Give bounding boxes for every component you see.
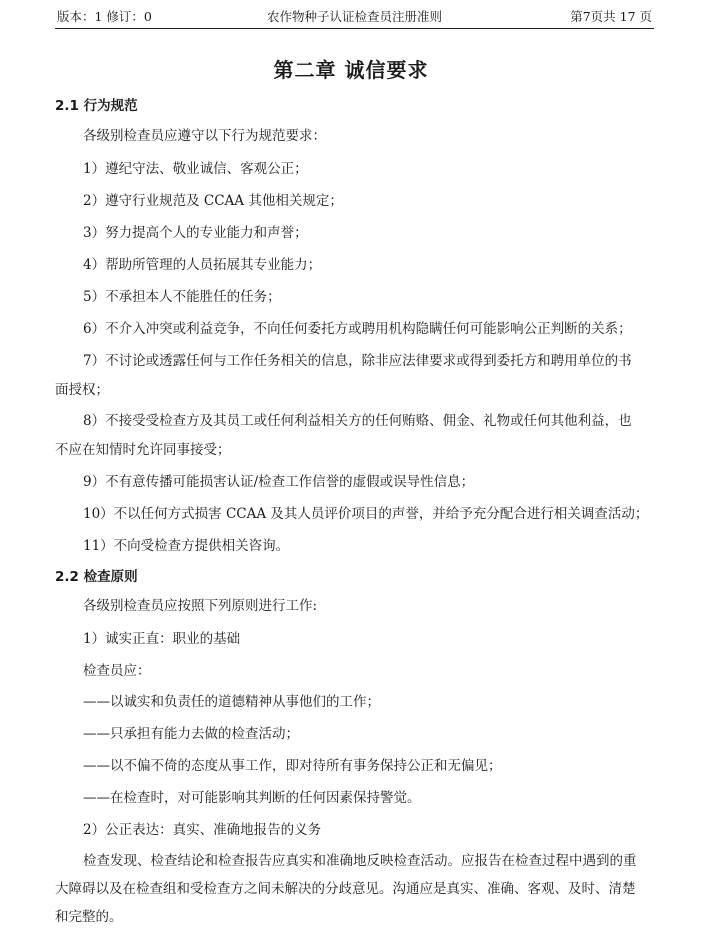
paragraph-line: 和完整的。 xyxy=(55,909,123,925)
list-item: 6）不介入冲突或利益竞争，不向任何委托方或聘用机构隐瞒任何可能影响公正判断的关系； xyxy=(83,321,632,337)
dash-item: ——只承担有能力去做的检查活动； xyxy=(83,726,299,742)
list-item: 2）遵守行业规范及 CCAA 其他相关规定； xyxy=(83,193,343,209)
section-heading-2-2: 2.2 检查原则 xyxy=(55,569,138,585)
chapter-title: 第二章 诚信要求 xyxy=(273,58,429,82)
page-header xyxy=(55,6,654,29)
header-title: 农作物种子认证检查员注册准则 xyxy=(266,9,442,24)
paragraph-line: 各级别检查员应遵守以下行为规范要求： xyxy=(83,128,326,144)
list-item-continuation: 面授权； xyxy=(55,382,109,398)
list-item: 11）不向受检查方提供相关咨询。 xyxy=(83,538,290,554)
list-item: 8）不接受受检查方及其员工或任何利益相关方的任何贿赂、佣金、礼物或任何其他利益，也 xyxy=(83,413,632,429)
dash-item: ——以诚实和负责任的道德精神从事他们的工作； xyxy=(83,694,380,710)
paragraph-line: 检查员应： xyxy=(83,663,151,679)
dash-item: ——以不偏不倚的态度从事工作，即对待所有事务保持公正和无偏见； xyxy=(83,758,502,774)
list-item: 5）不承担本人不能胜任的任务； xyxy=(83,289,281,305)
paragraph-line: 各级别检查员应按照下列原则进行工作: xyxy=(83,598,318,614)
list-item: 10）不以任何方式损害 CCAA 及其人员评价项目的声誉，并给予充分配合进行相关调查活动； xyxy=(83,506,649,522)
list-item: 1）遵纪守法、敬业诚信、客观公正； xyxy=(83,161,308,177)
list-item: 4）帮助所管理的人员拓展其专业能力； xyxy=(83,257,322,273)
list-item: 3）努力提高个人的专业能力和声誉； xyxy=(83,225,308,241)
list-item: 1）诚实正直：职业的基础 xyxy=(83,631,241,647)
list-item: 7）不讨论或透露任何与工作任务相关的信息，除非应法律要求或得到委托方和聘用单位的书 xyxy=(83,353,632,369)
header-page-number: 第7页共 17 页 xyxy=(570,9,652,24)
dash-item: ——在检查时，对可能影响其判断的任何因素保持警觉。 xyxy=(83,790,421,806)
section-heading-2-1: 2.1 行为规范 xyxy=(55,98,138,114)
list-item: 2）公正表达：真实、准确地报告的义务 xyxy=(83,822,322,838)
list-item: 9）不有意传播可能损害认证/检查工作信誉的虚假或误导性信息； xyxy=(83,474,475,490)
header-version: 版本：1 修订：0 xyxy=(57,9,152,24)
paragraph-line: 检查发现、检查结论和检查报告应真实和准确地反映检查活动。应报告在检查过程中遇到的重 xyxy=(83,853,637,869)
list-item-continuation: 不应在知情时允许同事接受； xyxy=(55,442,231,458)
paragraph-line: 大障碍以及在检查组和受检查方之间未解决的分歧意见。沟通应是真实、准确、客观、及时、清楚 xyxy=(55,881,636,897)
